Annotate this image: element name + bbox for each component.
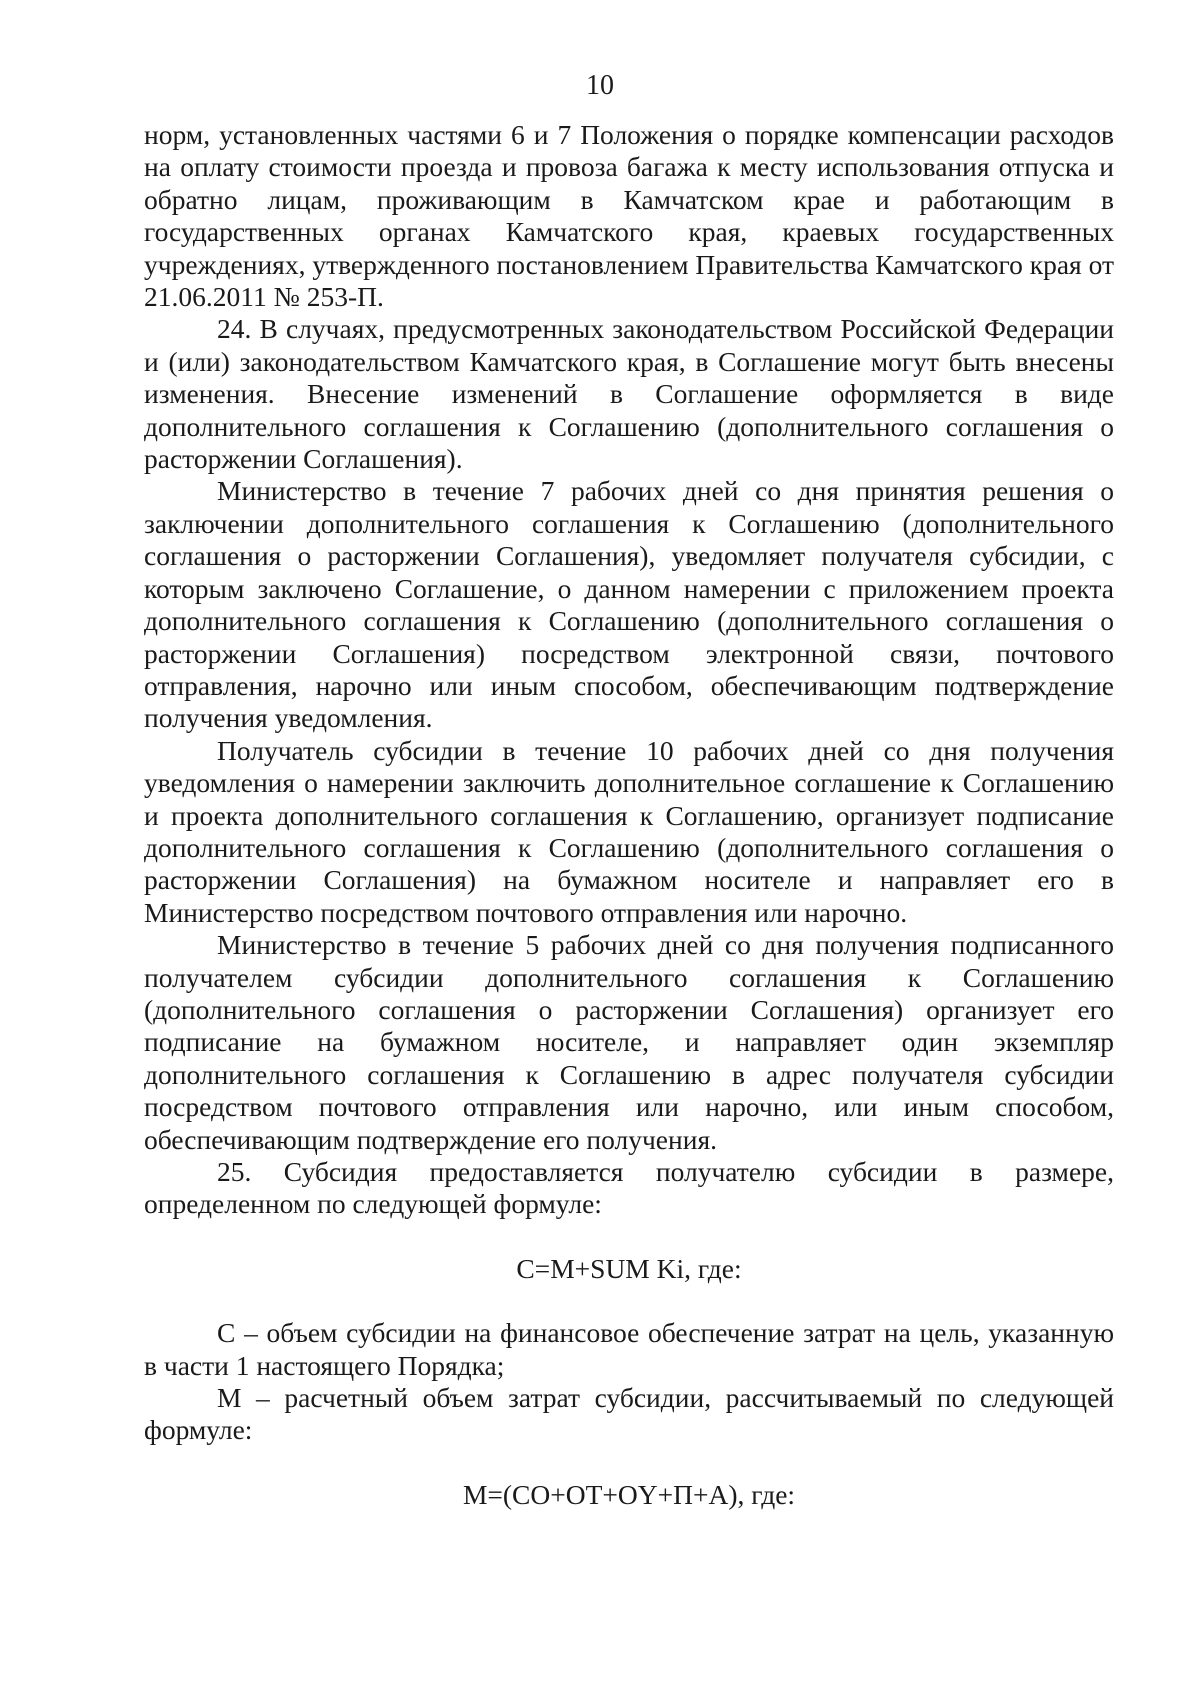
paragraph-continuation: норм, установленных частями 6 и 7 Положения о порядке компенсации расходов на оплату стоимости проезда и провоза багажа к месту использования отпуска и обратно лицам, проживающим в Камчатском крае и работающим в государственных органах Камчатского края, краевых государственных учреждениях, утвержденного постановлением Правительства Камчатского края от 21.06.2011 № 253-П. — [144, 119, 1114, 313]
page-number: 10 — [586, 70, 614, 101]
paragraph-item-25: 25. Субсидия предоставляется получателю субсидии в размере, определенном по следующей формуле: — [144, 1156, 1114, 1220]
document-body — [144, 119, 1114, 1511]
paragraph-ministry-notice: Министерство в течение 7 рабочих дней со дня принятия решения о заключении дополнительного соглашения к Соглашению (дополнительного соглашения о расторжении Соглашения), уведомляет получателя субсидии, с которым заключено Соглашение, о данном намерении с приложением проекта дополнительного соглашения к Соглашению (дополнительного соглашения о расторжении Соглашения) посредством электронной связи, почтового отправления, нарочно или иным способом, обеспечивающим подтверждение получения уведомления. — [144, 475, 1114, 734]
paragraph-recipient-signing: Получатель субсидии в течение 10 рабочих дней со дня получения уведомления о намерении заключить дополнительное соглашение к Соглашению и проекта дополнительного соглашения к Соглашению, организует подписание дополнительного соглашения к Соглашению (дополнительного соглашения о расторжении Соглашения) на бумажном носителе и направляет его в Министерство посредством почтового отправления или нарочно. — [144, 734, 1114, 928]
paragraph-ministry-signing: Министерство в течение 5 рабочих дней со дня получения подписанного получателем субсидии дополнительного соглашения к Соглашению (дополнительного соглашения о расторжении Соглашения) организует его подписание на бумажном носителе, и направляет один экземпляр дополнительного соглашения к Соглашению в адрес получателя субсидии посредством почтового отправления или нарочно, или иным способом, обеспечивающим подтверждение его получения. — [144, 929, 1114, 1155]
formula-subsidy: C=M+SUM Ki, где: — [516, 1252, 742, 1284]
definition-c: С – объем субсидии на финансовое обеспечение затрат на цель, указанную в части 1 настоящего Порядка; — [144, 1317, 1114, 1381]
formula-m: M=(CO+OT+OY+П+A), где: — [462, 1478, 796, 1510]
definition-m: М – расчетный объем затрат субсидии, рассчитываемый по следующей формуле: — [144, 1382, 1114, 1446]
paragraph-item-24: 24. В случаях, предусмотренных законодательством Российской Федерации и (или) законодательством Камчатского края, в Соглашение могут быть внесены изменения. Внесение изменений в Соглашение оформляется в виде дополнительного соглашения к Соглашению (дополнительного соглашения о расторжении Соглашения). — [144, 313, 1114, 475]
